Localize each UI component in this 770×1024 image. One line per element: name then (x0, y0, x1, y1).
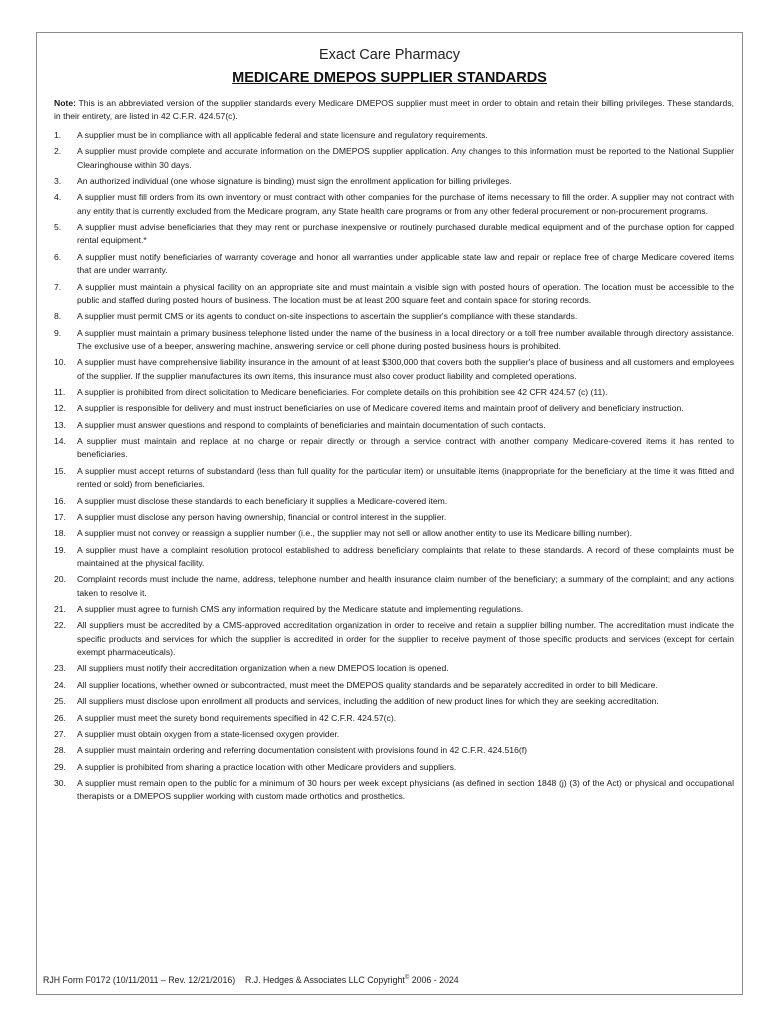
list-item (54, 728, 734, 741)
list-item-text: A supplier is prohibited from direct solicitation to Medicare beneficiaries. For complete details on this prohibition see 42 CFR 424.57 (c) (11). (77, 386, 608, 397)
list-item (54, 465, 734, 492)
list-item-text: A supplier must permit CMS or its agents to conduct on-site inspections to ascertain the supplier's compliance with these standards. (77, 311, 578, 322)
list-item (54, 191, 734, 218)
document-page (36, 32, 743, 995)
list-item-number: 2. (54, 146, 62, 157)
list-item-number: 26. (54, 712, 66, 723)
list-item-text: A supplier must have a complaint resolution protocol established to address beneficiary complaints that relate to these standards. A record of these complaints must be maintained at the physical facility. (77, 544, 734, 568)
list-item-text: A supplier must remain open to the public for a minimum of 30 hours per week except physicians (as defined in section 1848 (j) (3) of the Act) or physical and occupational therapists or a DMEPOS supplier working with custom made orthotics and prosthetics. (77, 778, 734, 802)
list-item-text: A supplier must advise beneficiaries that they may rent or purchase inexpensive or routinely purchased durable medical equipment and of the purchase option for capped rental equipment.* (77, 222, 734, 246)
list-item (54, 386, 734, 399)
list-item-text: A supplier is prohibited from sharing a practice location with other Medicare providers and suppliers. (77, 761, 457, 772)
list-item-number: 1. (54, 130, 62, 140)
list-item-number: 8. (54, 311, 62, 322)
list-item (54, 402, 734, 415)
list-item (54, 603, 734, 616)
note-paragraph (54, 97, 734, 124)
list-item-number: 18. (54, 528, 66, 539)
list-item-number: 21. (54, 604, 66, 615)
list-item-number: 17. (54, 511, 66, 522)
list-item (54, 145, 734, 172)
list-item-number: 5. (54, 222, 62, 233)
list-item-number: 12. (54, 403, 66, 414)
copyright-mark: © (404, 975, 410, 982)
list-item-text: All suppliers must disclose upon enrollment all products and services, including the addition of new product lines for which they are seeking accreditation. (77, 696, 659, 707)
list-item-number: 29. (54, 761, 66, 772)
list-item-text: A supplier must meet the surety bond requirements specified in 42 C.F.R. 424.57(c). (77, 712, 397, 723)
list-item (54, 761, 734, 774)
list-item-number: 22. (54, 620, 66, 631)
pharmacy-name: Exact Care Pharmacy (318, 47, 461, 63)
list-item-number: 27. (54, 729, 66, 740)
list-item (54, 573, 734, 600)
list-item (54, 619, 734, 659)
list-item-text: A supplier must answer questions and respond to complaints of beneficiaries and maintain documentation of such contacts. (77, 419, 546, 430)
list-item (54, 695, 734, 708)
list-item-number: 28. (54, 745, 66, 756)
list-item (54, 419, 734, 432)
list-item-text: Complaint records must include the name, address, telephone number and health insurance claim number of the beneficiary; a summary of the complaint; and any actions taken to resolve it. (77, 574, 734, 598)
list-item-text: All suppliers must notify their accreditation organization when a new DMEPOS location is opened. (77, 663, 449, 674)
footer-company: R.J. Hedges & Associates LLC Copyright (244, 975, 405, 985)
list-item (54, 251, 734, 278)
list-item-text: A supplier must be in compliance with all applicable federal and state licensure and regulatory requirements. (77, 130, 488, 140)
footer (43, 975, 459, 985)
list-item (54, 712, 734, 725)
list-item-text: A supplier must notify beneficiaries of warranty coverage and honor all warranties under applicable state law and repair or replace free of charge Medicare covered items that are under warranty. (77, 251, 734, 276)
list-item-number: 7. (54, 281, 62, 292)
list-item-number: 9. (54, 327, 62, 338)
list-item (54, 777, 734, 804)
list-item (54, 511, 734, 524)
list-item-number: 25. (54, 696, 66, 707)
list-item-text: A supplier must maintain a physical facility on an appropriate site and must maintain a visible sign with posted hours of operation. The location must be accessible to the public and staffed during posted hours of business. The location must be at least 200 square feet and contain space for storing records. (77, 281, 734, 305)
list-item-text: A supplier must provide complete and accurate information on the DMEPOS supplier application. Any changes to this information must be reported to the National Supplier Clearinghouse within 30 days. (77, 146, 734, 170)
page-title: MEDICARE DMEPOS SUPPLIER STANDARDS (232, 70, 547, 86)
note-label: Note: (54, 98, 76, 108)
list-item (54, 495, 734, 508)
list-item-text: A supplier must not convey or reassign a supplier number (i.e., the supplier may not sell or allow another entity to use its Medicare billing number). (77, 528, 633, 539)
list-item-text: A supplier must accept returns of substandard (less than full quality for the particular item) or unsuitable items (inappropriate for the beneficiary at the time it was fitted and rented or sold) from beneficiaries. (77, 465, 734, 490)
note-text: This is an abbreviated version of the supplier standards every Medicare DMEPOS supplier must meet in order to obtain and retain their billing privileges. These standards, in their entirety, are listed in 42 C.F.R. 424.57(c). (54, 98, 735, 122)
list-item-text: A supplier must maintain a primary business telephone listed under the name of the business in a local directory or a toll free number available through directory assistance. The exclusive use of a beeper, answering machine, answering service or cell phone during posted business hours is prohibited. (77, 327, 734, 351)
list-item-text: A supplier is responsible for delivery and must instruct beneficiaries on use of Medicare covered items and maintain proof of delivery and beneficiary instruction. (77, 403, 684, 414)
list-item-text: A supplier must fill orders from its own inventory or must contract with other companies for the purchase of items necessary to fill the order. A supplier may not contract with any entity that is currently excluded from the Medicare program, any State health care programs or from any other federal procurement or non-procurement programs. (77, 192, 734, 216)
list-item (54, 310, 734, 323)
list-item-text: A supplier must have comprehensive liability insurance in the amount of at least $300,000 that covers both the supplier's place of business and all customers and employees of the supplier. If the supplier manufactures its own items, this insurance must also cover product liability and completed operations. (77, 357, 734, 381)
list-item-text: A supplier must disclose these standards to each beneficiary it supplies a Medicare-covered item. (77, 495, 448, 506)
list-item (54, 544, 734, 571)
list-item-number: 16. (54, 495, 66, 506)
list-item (54, 281, 734, 308)
list-item (54, 129, 734, 142)
list-item-number: 14. (54, 436, 66, 447)
list-item (54, 744, 734, 757)
list-item-text: A supplier must maintain and replace at no charge or repair directly or through a service contract with another company Medicare-covered items it has rented to beneficiaries. (77, 436, 734, 460)
list-item-number: 3. (54, 176, 62, 187)
list-item-text: A supplier must maintain ordering and referring documentation consistent with provisions found in 42 C.F.R. 424.516(f) (77, 745, 527, 756)
list-item-number: 11. (54, 386, 66, 397)
list-item-number: 19. (54, 544, 66, 555)
list-item (54, 435, 734, 462)
footer-form-id: RJH Form F0172 (10/11/2011 – Rev. 12/21/2016) (43, 975, 236, 985)
list-item-text: All supplier locations, whether owned or subcontracted, must meet the DMEPOS quality standards and be separately accredited in order to bill Medicare. (77, 679, 658, 690)
list-item-number: 15. (54, 465, 66, 476)
list-item-text: All suppliers must be accredited by a CMS-approved accreditation organization in order to receive and retain a supplier billing number. The accreditation must indicate the specific products and services for which the supplier is accredited in order for the supplier to receive payment of those specific products and services (except for certain exempt pharmaceuticals). (77, 620, 734, 658)
list-item-text: A supplier must obtain oxygen from a state-licensed oxygen provider. (77, 729, 340, 740)
list-item-number: 6. (54, 251, 62, 262)
list-item-number: 4. (54, 192, 62, 203)
list-item-number: 20. (54, 574, 66, 585)
list-item-number: 13. (54, 419, 66, 430)
list-item-text: A supplier must agree to furnish CMS any information required by the Medicare statute and implementing regulations. (77, 604, 524, 615)
list-item-number: 23. (54, 663, 66, 674)
list-item-number: 10. (54, 357, 66, 368)
list-item-text: An authorized individual (one whose signature is binding) must sign the enrollment application for billing privileges. (77, 176, 512, 187)
list-item (54, 679, 734, 692)
list-item (54, 662, 734, 675)
standards-list (54, 129, 734, 807)
list-item-number: 24. (54, 679, 66, 690)
list-item (54, 175, 734, 188)
list-item (54, 327, 734, 354)
list-item-text: A supplier must disclose any person having ownership, financial or control interest in the supplier. (77, 511, 447, 522)
footer-years: 2006 - 2024 (411, 975, 459, 985)
list-item-number: 30. (54, 778, 66, 789)
list-item (54, 356, 734, 383)
list-item (54, 221, 734, 248)
list-item (54, 527, 734, 540)
